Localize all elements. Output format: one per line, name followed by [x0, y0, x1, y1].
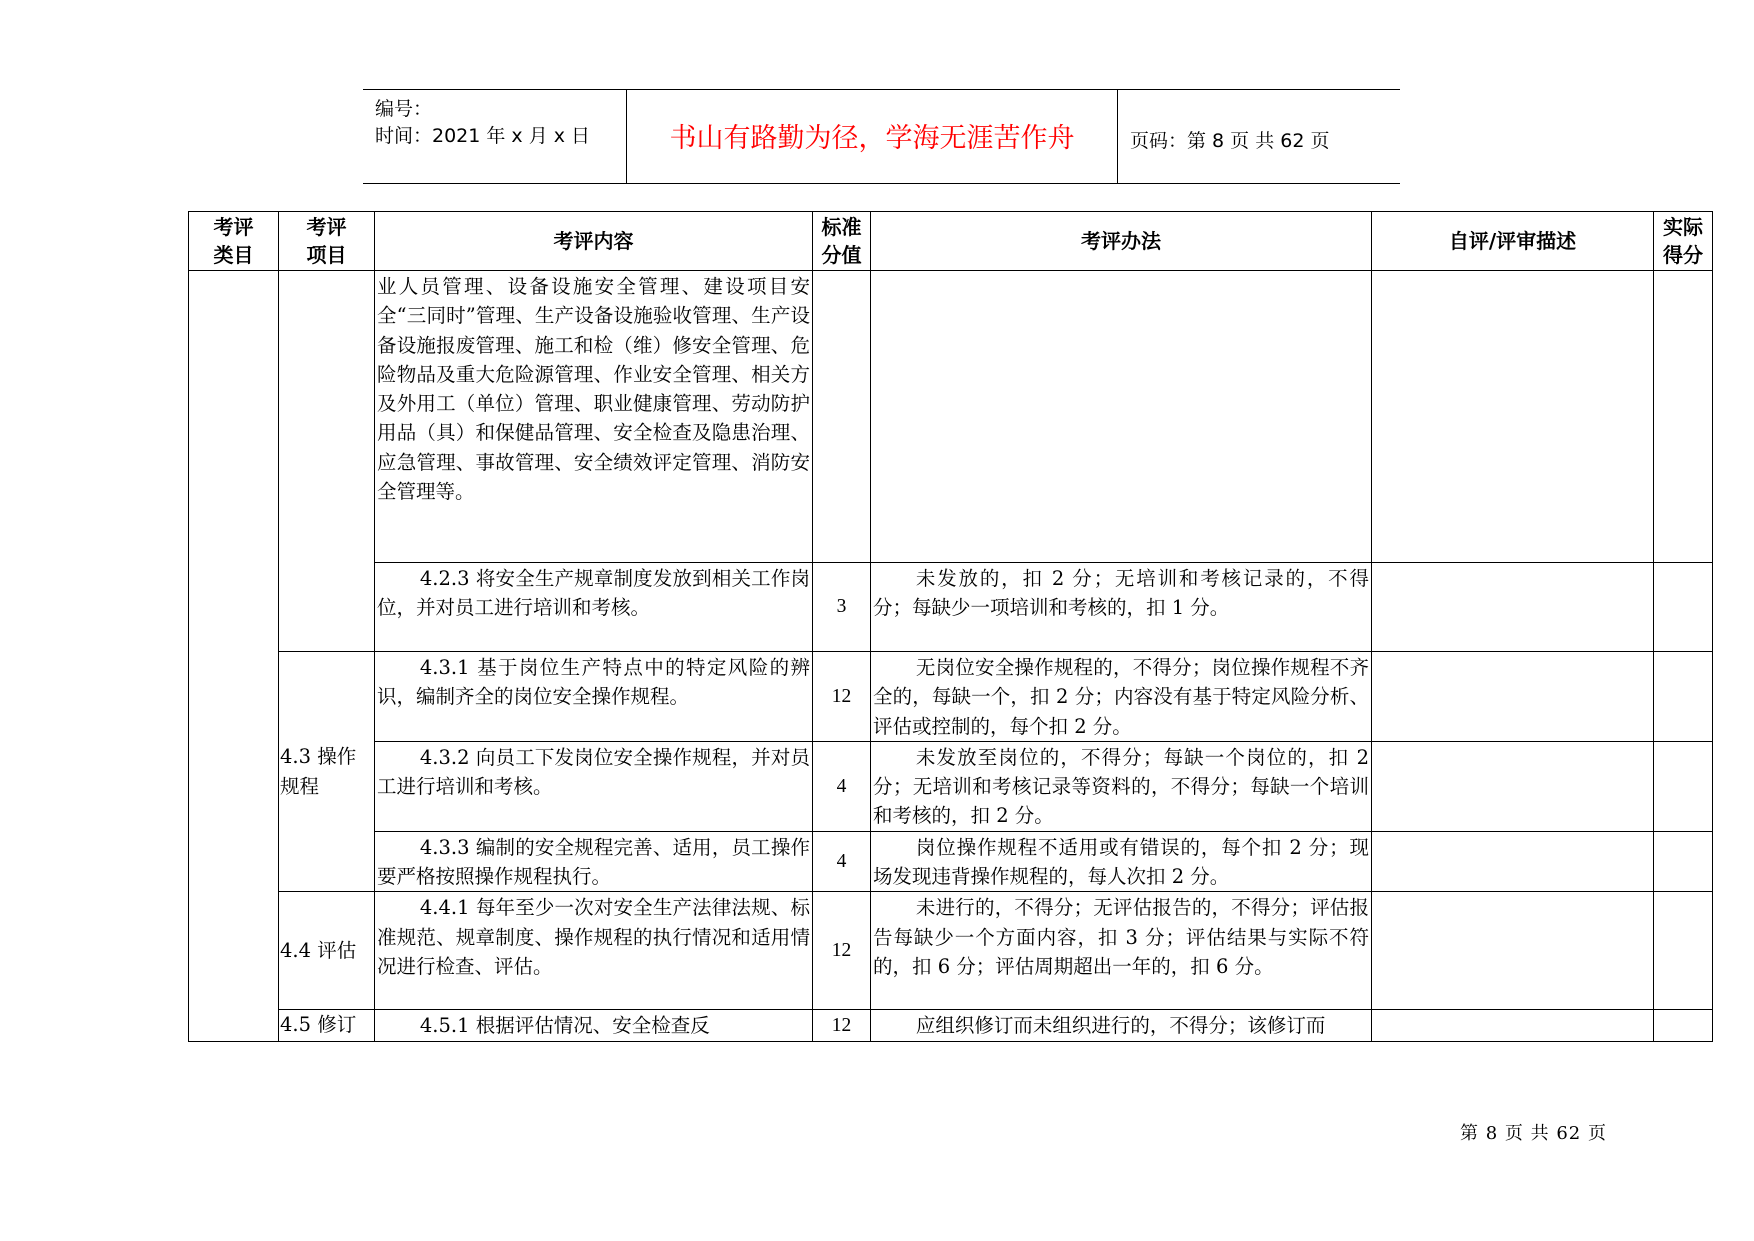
method-cell — [871, 271, 1372, 563]
table-row — [189, 741, 1713, 831]
item-cell: 4.5 修订 — [279, 1010, 375, 1041]
score-cell: 12 — [813, 892, 871, 1010]
column-header-content: 考评内容 — [375, 212, 813, 271]
self-eval-cell — [1372, 892, 1654, 1010]
actual-score-cell — [1654, 892, 1713, 1010]
actual-score-cell — [1654, 831, 1713, 892]
header-page-info: 页码：第 8 页 共 62 页 — [1130, 130, 1330, 152]
page-footer: 第 8 页 共 62 页 — [1460, 1123, 1607, 1144]
table-row — [189, 652, 1713, 742]
score-cell: 12 — [813, 1010, 871, 1041]
actual-score-cell — [1654, 563, 1713, 652]
score-cell: 4 — [813, 741, 871, 831]
self-eval-cell — [1372, 831, 1654, 892]
header-top-rule — [363, 89, 1400, 90]
actual-score-cell — [1654, 741, 1713, 831]
header-divider-right — [1117, 89, 1118, 184]
item-cell: 4.3 操作规程 — [279, 652, 375, 892]
actual-score-cell — [1654, 652, 1713, 742]
table-row — [189, 563, 1713, 652]
content-cell: 4.4.1 每年至少一次对安全生产法律法规、标准规范、规章制度、操作规程的执行情况和适用情况进行检查、评估。 — [375, 892, 813, 1010]
document-date: 时间：2021 年 x 月 x 日 — [375, 125, 591, 147]
method-cell: 无岗位安全操作规程的，不得分；岗位操作规程不齐全的，每缺一个，扣 2 分；内容没有基于特定风险分析、评估或控制的，每个扣 2 分。 — [871, 652, 1372, 742]
column-header-method: 考评办法 — [871, 212, 1372, 271]
column-header-self-eval: 自评/评审描述 — [1372, 212, 1654, 271]
method-cell: 未发放至岗位的，不得分；每缺一个岗位的，扣 2 分；无培训和考核记录等资料的，不得分；每缺一个培训和考核的，扣 2 分。 — [871, 741, 1372, 831]
score-cell: 3 — [813, 563, 871, 652]
content-cell: 4.3.2 向员工下发岗位安全操作规程，并对员工进行培训和考核。 — [375, 741, 813, 831]
table-row — [189, 831, 1713, 892]
content-cell: 4.5.1 根据评估情况、安全检查反 — [375, 1010, 813, 1041]
score-cell: 12 — [813, 652, 871, 742]
header-bottom-rule — [363, 183, 1400, 184]
column-header-score: 标准 分值 — [813, 212, 871, 271]
table-row — [189, 892, 1713, 1010]
table-row — [189, 1010, 1713, 1041]
item-cell — [279, 271, 375, 652]
method-cell: 未发放的，扣 2 分；无培训和考核记录的，不得分；每缺少一项培训和考核的，扣 1 分。 — [871, 563, 1372, 652]
table-header-row — [189, 212, 1713, 271]
table-row — [189, 271, 1713, 563]
self-eval-cell — [1372, 652, 1654, 742]
self-eval-cell — [1372, 271, 1654, 563]
column-header-category: 考评 类目 — [189, 212, 279, 271]
self-eval-cell — [1372, 563, 1654, 652]
content-cell: 4.3.1 基于岗位生产特点中的特定风险的辨识，编制齐全的岗位安全操作规程。 — [375, 652, 813, 742]
header-motto: 书山有路勤为径，学海无涯苦作舟 — [669, 123, 1075, 154]
assessment-table — [188, 211, 1713, 1042]
category-cell — [189, 271, 279, 1042]
method-cell: 未进行的，不得分；无评估报告的，不得分；评估报告每缺少一个方面内容，扣 3 分；评估结果与实际不符的，扣 6 分；评估周期超出一年的，扣 6 分。 — [871, 892, 1372, 1010]
content-cell: 4.2.3 将安全生产规章制度发放到相关工作岗位，并对员工进行培训和考核。 — [375, 563, 813, 652]
actual-score-cell — [1654, 1010, 1713, 1041]
actual-score-cell — [1654, 271, 1713, 563]
score-cell: 4 — [813, 831, 871, 892]
document-number-label: 编号： — [375, 98, 433, 120]
column-header-actual: 实际 得分 — [1654, 212, 1713, 271]
content-cell: 业人员管理、设备设施安全管理、建设项目安全“三同时”管理、生产设备设施验收管理、生产设备设施报废管理、施工和检（维）修安全管理、危险物品及重大危险源管理、作业安全管理、相关方及外用工（单位）管理、职业健康管理、劳动防护用品（具）和保健品管理、安全检查及隐患治理、应急管理、事故管理、安全绩效评定管理、消防安全管理等。 — [375, 271, 813, 563]
score-cell — [813, 271, 871, 563]
item-cell: 4.4 评估 — [279, 892, 375, 1010]
column-header-item: 考评 项目 — [279, 212, 375, 271]
self-eval-cell — [1372, 741, 1654, 831]
content-cell: 4.3.3 编制的安全规程完善、适用，员工操作要严格按照操作规程执行。 — [375, 831, 813, 892]
method-cell: 岗位操作规程不适用或有错误的，每个扣 2 分；现场发现违背操作规程的，每人次扣 2 分。 — [871, 831, 1372, 892]
method-cell: 应组织修订而未组织进行的，不得分；该修订而 — [871, 1010, 1372, 1041]
self-eval-cell — [1372, 1010, 1654, 1041]
